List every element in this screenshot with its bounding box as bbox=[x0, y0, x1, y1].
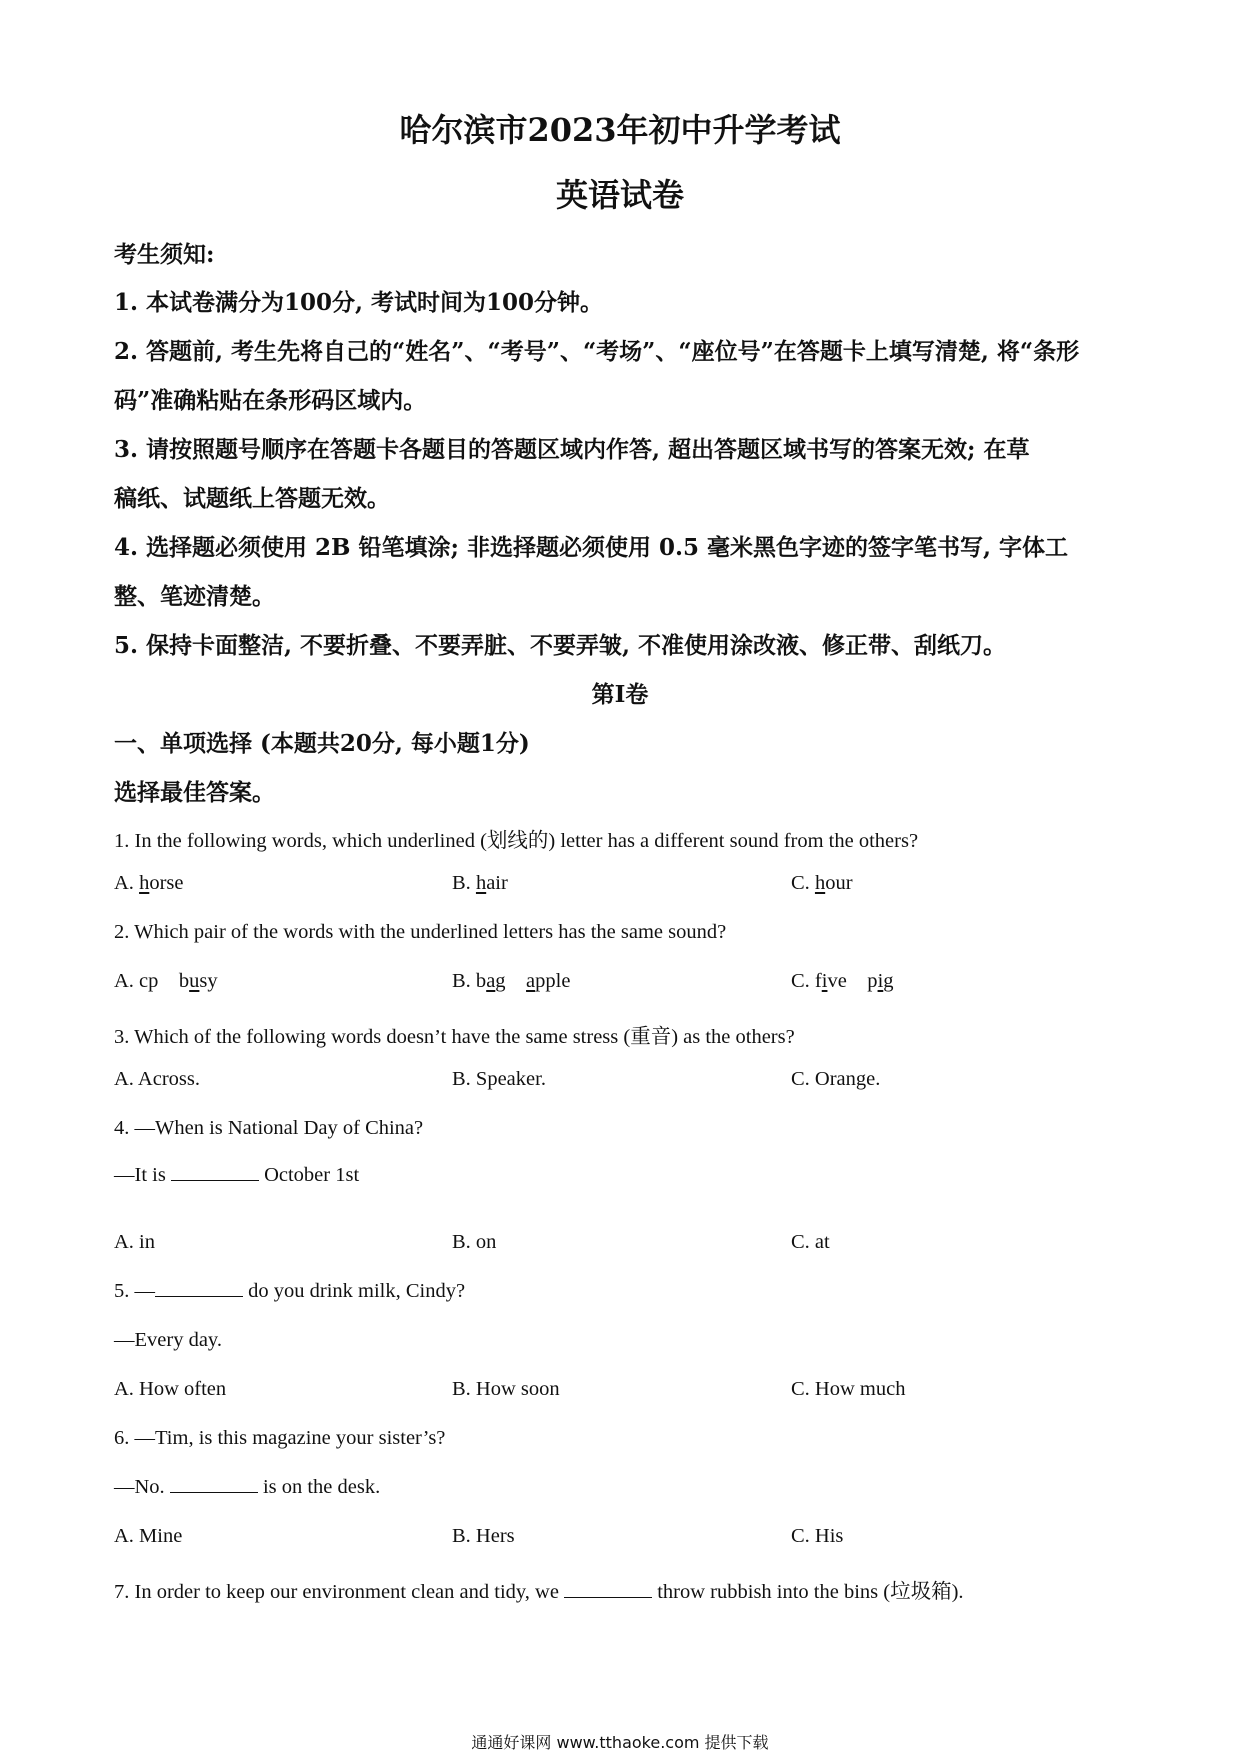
question-1-option-b: B. hair bbox=[452, 872, 508, 894]
question-5-option-b: B. How soon bbox=[452, 1378, 560, 1400]
answer-blank bbox=[564, 1596, 652, 1598]
question-2-option-a: A. cp busy bbox=[114, 970, 218, 992]
notice-item-1: 1. 本试卷满分为100分, 考试时间为100分钟。 bbox=[114, 289, 604, 316]
question-2-option-c: C. five pig bbox=[791, 970, 894, 992]
question-2-option-b: B. bag apple bbox=[452, 970, 571, 992]
question-5-line-2: —Every day. bbox=[114, 1329, 222, 1351]
notice-item-3: 3. 请按照题号顺序在答题卡各题目的答题区域内作答, 超出答题区域书写的答案无效; 在草 bbox=[114, 436, 1030, 463]
notice-item-4-cont: 整、笔迹清楚。 bbox=[114, 583, 275, 610]
notice-item-5: 5. 保持卡面整洁, 不要折叠、不要弄脏、不要弄皱, 不准使用涂改液、修正带、刮纸刀。 bbox=[114, 632, 1007, 659]
question-1-option-c: C. hour bbox=[791, 872, 853, 894]
question-3-stem: 3. Which of the following words doesn’t have the same stress (重音) as the others? bbox=[114, 1026, 795, 1048]
question-5-option-c: C. How much bbox=[791, 1378, 906, 1400]
question-5-option-a: A. How often bbox=[114, 1378, 227, 1400]
answer-blank bbox=[155, 1295, 243, 1297]
question-6-option-c: C. His bbox=[791, 1525, 844, 1547]
question-4-option-c: C. at bbox=[791, 1231, 830, 1253]
answer-blank bbox=[170, 1491, 258, 1493]
question-4-stem: 4. —When is National Day of China? bbox=[114, 1117, 424, 1139]
question-1-stem: 1. In the following words, which underlined (划线的) letter has a different sound from the others? bbox=[114, 830, 919, 852]
question-6-option-a: A. Mine bbox=[114, 1525, 183, 1547]
notice-item-2-cont: 码”准确粘贴在条形码区域内。 bbox=[114, 387, 427, 414]
notice-item-4: 4. 选择题必须使用 2B 铅笔填涂; 非选择题必须使用 0.5 毫米黑色字迹的签字笔书写, 字体工 bbox=[114, 534, 1069, 561]
question-3-option-b: B. Speaker. bbox=[452, 1068, 546, 1090]
question-5-stem: 5. — do you drink milk, Cindy? bbox=[114, 1280, 466, 1302]
notice-item-2: 2. 答题前, 考生先将自己的“姓名”、“考号”、“考场”、“座位号”在答题卡上填写清楚, 将“条形 bbox=[114, 338, 1080, 365]
question-2-stem: 2. Which pair of the words with the underlined letters has the same sound? bbox=[114, 921, 727, 943]
question-7-stem: 7. In order to keep our environment clean and tidy, we throw rubbish into the bins (垃圾箱). bbox=[114, 1581, 964, 1603]
instruction-text: 选择最佳答案。 bbox=[114, 779, 275, 806]
answer-blank bbox=[171, 1179, 259, 1181]
question-6-stem: 6. —Tim, is this magazine your sister’s? bbox=[114, 1427, 446, 1449]
footer-credit: 通通好课网 www.tthaoke.com 提供下载 bbox=[471, 1733, 769, 1752]
question-6-option-b: B. Hers bbox=[452, 1525, 515, 1547]
question-4-option-b: B. on bbox=[452, 1231, 497, 1253]
volume-heading: 第I卷 bbox=[591, 681, 649, 708]
page-subtitle: 英语试卷 bbox=[555, 176, 684, 214]
question-6-line-2: —No. is on the desk. bbox=[114, 1476, 381, 1498]
part-heading: 一、单项选择 (本题共20分, 每小题1分) bbox=[114, 730, 530, 757]
question-4-line-2: —It is October 1st bbox=[114, 1164, 360, 1186]
question-3-option-a: A. Across. bbox=[114, 1068, 200, 1090]
notice-item-3-cont: 稿纸、试题纸上答题无效。 bbox=[114, 485, 390, 512]
question-4-option-a: A. in bbox=[114, 1231, 155, 1253]
question-3-option-c: C. Orange. bbox=[791, 1068, 881, 1090]
page-title: 哈尔滨市2023年初中升学考试 bbox=[399, 111, 841, 149]
notice-heading: 考生须知: bbox=[114, 241, 215, 268]
question-1-option-a: A. horse bbox=[114, 872, 184, 894]
